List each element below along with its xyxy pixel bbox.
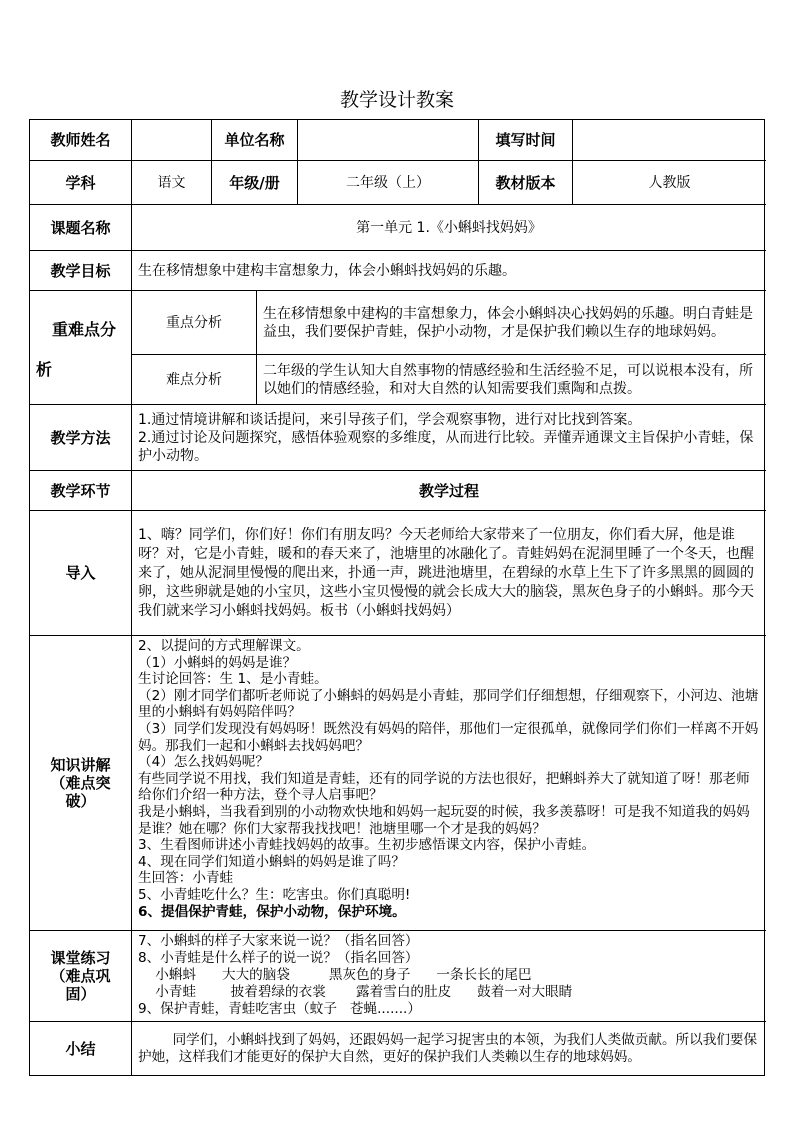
value-method xyxy=(132,405,766,471)
label-key: 重点分析 xyxy=(132,291,257,355)
value-grade: 二年级（上） xyxy=(298,161,479,205)
key-points-label-a: 重难点分 xyxy=(52,320,117,339)
goal-text: 生在移情想象中建构丰富想象力，体会小蝌蚪找妈妈的乐趣。 xyxy=(138,262,516,279)
knowledge-line-1: 2、以提问的方式理解课文。 xyxy=(138,638,310,654)
label-fill-time: 填写时间 xyxy=(479,120,573,161)
label-summary: 小结 xyxy=(30,1022,132,1076)
practice-line-2: 8、小青蛙是什么样子的说一说？（指名回答） xyxy=(138,950,419,966)
summary-text: 同学们，小蝌蚪找到了妈妈，还跟妈妈一起学习捉害虫的本领，为我们人类做贡献。所以我们要保护她，这样我们才能更好的保护大自然，更好的保护我们人类赖以生存的地球妈妈。 xyxy=(138,1032,758,1065)
practice-line-4: 小青蛙 披着碧绿的衣裳 露着雪白的肚皮 鼓着一对大眼睛 xyxy=(138,984,573,1000)
value-practice xyxy=(132,931,766,1022)
method-2: 2.通过讨论及问题探究，感悟体验观察的多维度，从而进行比较。弄懂弄通课文主旨保护小青蛙，保护小动物。 xyxy=(138,429,754,464)
value-fill-time xyxy=(573,120,766,161)
key-points-label-b: 析 xyxy=(36,360,53,379)
label-subject: 学科 xyxy=(30,161,132,205)
label-key-points xyxy=(30,291,132,405)
value-knowledge xyxy=(132,636,766,931)
label-practice: 课堂练习（难点巩固） xyxy=(30,931,132,1022)
knowledge-line-12: 5、小青蛙吃什么？生：吃害虫。你们真聪明! xyxy=(138,886,411,903)
label-lesson: 课题名称 xyxy=(30,205,132,251)
label-knowledge: 知识讲解（难点突破） xyxy=(30,636,132,931)
label-textbook: 教材版本 xyxy=(479,161,573,205)
label-stage: 教学环节 xyxy=(30,471,132,511)
difficult-text: 二年级的学生认知大自然事物的情感经验和生活经验不足，可以说根本没有，所以她们的情感经验，和对大自然的认知需要我们熏陶和点拨。 xyxy=(263,362,753,397)
page-title: 教学设计教案 xyxy=(339,89,454,111)
value-lesson: 第一单元 1.《小蝌蚪找妈妈》 xyxy=(132,205,766,251)
knowledge-line-8: 我是小蝌蚪，当我看到别的小动物欢快地和妈妈一起玩耍的时候，我多羡慕呀！可是我不知道我的妈妈是谁？她在哪？你们大家帮我找找吧！池塘里哪一个才是我的妈妈？ xyxy=(138,803,750,837)
value-difficult xyxy=(257,355,766,405)
label-grade: 年级/册 xyxy=(212,161,298,205)
knowledge-line-9: 3、生看图师讲述小青蛙找妈妈的故事。生初步感悟课文内容，保护小青蛙。 xyxy=(138,837,596,854)
knowledge-line-2: （1）小蝌蚪的妈妈是谁？ xyxy=(138,654,297,671)
label-method: 教学方法 xyxy=(30,405,132,471)
knowledge-line-7: 有些同学说不用找，我们知道是青蛙，还有的同学说的方法也很好，把蝌蚪养大了就知道了呀！那老师给你们介绍一种方法，登个寻人启事吧？ xyxy=(138,770,750,804)
knowledge-line-13: 6、提倡保护青蛙，保护小动物，保护环境。 xyxy=(138,903,406,920)
value-intro xyxy=(132,511,766,636)
method-1: 1.通过情境讲解和谈话提问，来引导孩子们，学会观察事物，进行对比找到答案。 xyxy=(138,411,642,428)
knowledge-line-3: 生讨论回答：生 1、是小青蛙。 xyxy=(138,671,328,688)
label-goal: 教学目标 xyxy=(30,251,132,291)
label-unit-name: 单位名称 xyxy=(212,120,298,161)
practice-line-3: 小蝌蚪 大大的脑袋 黑灰色的身子 一条长长的尾巴 xyxy=(138,967,532,983)
knowledge-line-5: （3）同学们发现没有妈妈呀！既然没有妈妈的陪伴，那他们一定很孤单，就像同学们你们一样离不开妈妈。那我们一起和小蝌蚪去找妈妈吧？ xyxy=(138,720,759,754)
value-key xyxy=(257,291,766,355)
knowledge-line-6: （4）怎么找妈妈呢？ xyxy=(138,754,269,771)
label-intro: 导入 xyxy=(30,511,132,636)
knowledge-line-10: 4、现在同学们知道小蝌蚪的妈妈是谁了吗？ xyxy=(138,853,405,870)
label-teacher-name: 教师姓名 xyxy=(30,120,132,161)
practice-line-1: 7、小蝌蚪的样子大家来说一说？（指名回答） xyxy=(138,933,419,949)
practice-line-5: 9、保护青蛙，青蛙吃害虫（蚊子 苍蝇.......） xyxy=(138,1001,421,1017)
lesson-plan-table xyxy=(29,119,765,1076)
value-textbook: 人教版 xyxy=(573,161,766,205)
key-text: 生在移情想象中建构的丰富想象力，体会小蝌蚪决心找妈妈的乐趣。明白青蛙是益虫，我们要保护青蛙，保护小动物，才是保护我们赖以生存的地球妈妈。 xyxy=(263,305,753,340)
intro-text: 1、嗨？同学们，你们好！你们有朋友吗？今天老师给大家带来了一位朋友，你们看大屏，他是谁呀？对，它是小青蛙，暖和的春天来了，池塘里的冰融化了。青蛙妈妈在泥洞里睡了一个冬天，也醒来了，她从泥洞里慢慢的爬出来，扑通一声，跳进池塘里，在碧绿的水草上生下了许多黑黑的圆圆的卵，这些卵就是她的小宝贝，这些小宝贝慢慢的就会长成大大的脑袋，黑灰色身子的小蝌蚪。那今天我们就来学习小蝌蚪找妈妈。板书（小蝌蚪找妈妈） xyxy=(138,526,754,619)
value-goal xyxy=(132,251,766,291)
value-teacher-name xyxy=(132,120,212,161)
knowledge-line-4: （2）刚才同学们都听老师说了小蝌蚪的妈妈是小青蛙，那同学们仔细想想，仔细观察下，小河边、池塘里的小蝌蚪有妈妈陪伴吗？ xyxy=(138,687,759,721)
value-subject: 语文 xyxy=(132,161,212,205)
value-summary xyxy=(132,1022,766,1076)
value-unit-name xyxy=(298,120,479,161)
label-difficult: 难点分析 xyxy=(132,355,257,405)
knowledge-line-11: 生回答：小青蛙 xyxy=(138,870,234,887)
label-process: 教学过程 xyxy=(132,471,766,511)
